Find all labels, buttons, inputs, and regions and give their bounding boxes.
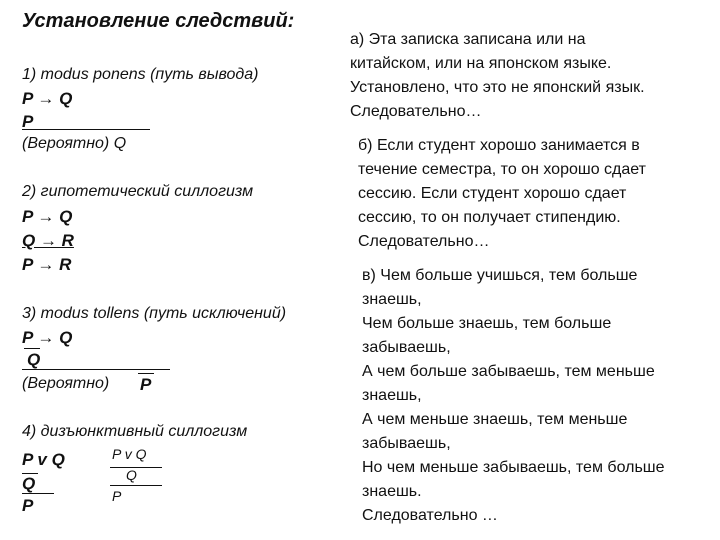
example-c-line: Чем больше знаешь, тем больше bbox=[362, 315, 612, 332]
disjunctive-syllogism-b-line-1: P v Q bbox=[112, 446, 147, 462]
example-b-line: течение семестра, то он хорошо сдает bbox=[358, 161, 646, 178]
example-c-line: забываешь, bbox=[362, 339, 451, 356]
modus-tollens-inference-line bbox=[22, 369, 170, 370]
modus-tollens-heading: 3) modus tollens (путь исключений) bbox=[22, 305, 287, 322]
hypothetical-syllogism-conclusion: P → R bbox=[22, 255, 72, 274]
example-c bbox=[362, 264, 665, 528]
modus-tollens-conclusion-var: P bbox=[140, 375, 152, 394]
hypothetical-syllogism-heading: 2) гипотетический силлогизм bbox=[22, 183, 254, 200]
example-b bbox=[358, 134, 646, 254]
modus-ponens-premise-1: P → Q bbox=[22, 89, 73, 108]
example-b-line: Следовательно… bbox=[358, 233, 490, 250]
example-b-line: сессию, то он получает стипендию. bbox=[358, 209, 621, 226]
modus-ponens-inference-line bbox=[22, 129, 150, 130]
modus-tollens-premise-2: Q bbox=[27, 350, 41, 369]
example-a bbox=[350, 28, 645, 124]
example-a-line: Следовательно… bbox=[350, 103, 482, 120]
page-title: Установление следствий: bbox=[22, 10, 295, 32]
example-b-line: сессию. Если студент хорошо сдает bbox=[358, 185, 627, 202]
example-c-line: Но чем меньше забываешь, тем больше bbox=[362, 459, 665, 476]
negation-bar bbox=[24, 348, 40, 349]
example-a-line: а) Эта записка записана или на bbox=[350, 31, 586, 48]
example-c-line: знаешь, bbox=[362, 291, 422, 308]
modus-ponens-conclusion: (Вероятно) Q bbox=[22, 135, 127, 152]
disjunctive-syllogism-heading: 4) дизъюнктивный силлогизм bbox=[22, 423, 248, 440]
example-b-line: б) Если студент хорошо занимается в bbox=[358, 137, 640, 154]
disjunctive-syllogism-a-line-2: Q bbox=[22, 474, 36, 493]
modus-tollens-premise-1: P → Q bbox=[22, 328, 73, 347]
example-a-line: китайском, или на японском языке. bbox=[350, 55, 612, 72]
example-c-line: в) Чем больше учишься, тем больше bbox=[362, 267, 638, 284]
modus-ponens-premise-2: P bbox=[22, 112, 34, 131]
example-c-line: знаешь. bbox=[362, 483, 422, 500]
modus-ponens-heading: 1) modus ponens (путь вывода) bbox=[22, 66, 259, 83]
example-c-line: Следовательно … bbox=[362, 507, 498, 524]
example-c-line: А чем больше забываешь, тем меньше bbox=[362, 363, 655, 380]
disjunctive-syllogism-a-line-1: P v Q bbox=[22, 450, 65, 469]
example-c-line: забываешь, bbox=[362, 435, 451, 452]
example-c-line: знаешь, bbox=[362, 387, 422, 404]
disjunctive-syllogism-b-conclusion: P bbox=[112, 488, 122, 504]
hypothetical-syllogism-line-1: P → Q bbox=[22, 207, 73, 226]
negation-bar bbox=[138, 373, 154, 374]
disjunctive-syllogism-a-inference-line bbox=[22, 493, 54, 494]
example-c-line: А чем меньше знаешь, тем меньше bbox=[362, 411, 628, 428]
example-a-line: Установлено, что это не японский язык. bbox=[350, 79, 645, 96]
disjunctive-syllogism-b-line-2: Q bbox=[126, 467, 137, 483]
hypothetical-syllogism-line-2: Q → R bbox=[22, 231, 74, 250]
disjunctive-syllogism-b-inference-line bbox=[110, 485, 162, 486]
modus-tollens-conclusion-prefix: (Вероятно) bbox=[22, 375, 110, 392]
disjunctive-syllogism-a-conclusion: P bbox=[22, 496, 34, 515]
